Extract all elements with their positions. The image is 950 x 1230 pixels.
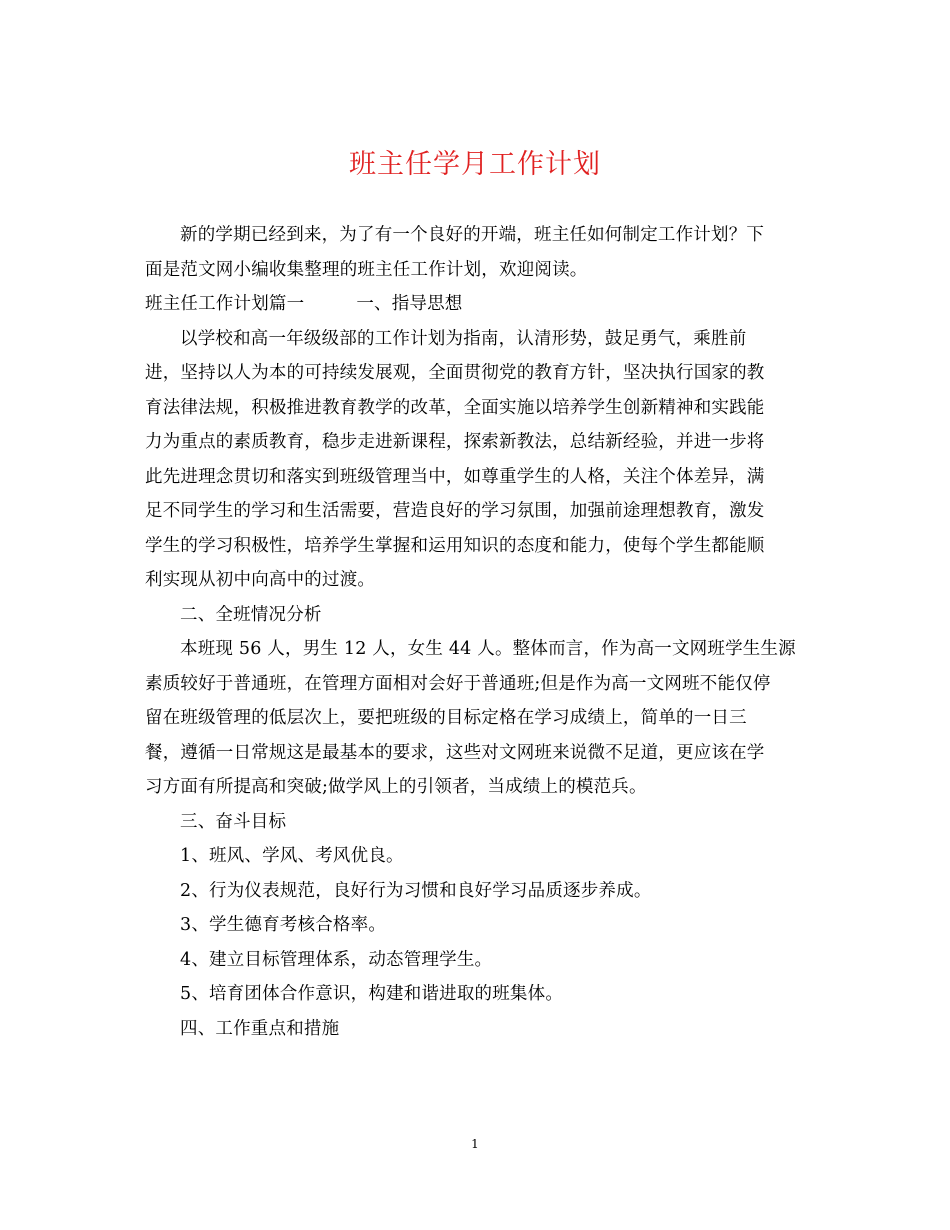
section-line: [145, 287, 815, 322]
goal-item: 2、行为仪表规范，良好行为习惯和良好学习品质逐步养成。: [180, 880, 652, 901]
text-line: 素质较好于普通班，在管理方面相对会好于普通班;但是作为高一文网班不能仅停: [145, 673, 771, 694]
document-body: [145, 218, 815, 1046]
text-line: 利实现从初中向高中的过渡。: [145, 570, 376, 590]
text-line: 此先进理念贯切和落实到班级管理当中，如尊重学生的人格，关注个体差异，满: [145, 466, 765, 487]
goal-item: 4、建立目标管理体系，动态管理学生。: [180, 949, 493, 970]
intro-paragraph: [145, 218, 815, 287]
text-line: 留在班级管理的低层次上，要把班级的目标定格在学习成绩上，简单的一日三: [145, 708, 747, 728]
class-analysis-paragraph: [145, 632, 815, 805]
section-label: 班主任工作计划篇一: [145, 294, 305, 314]
goal-item: 1、班风、学风、考风优良。: [180, 846, 404, 866]
text-line: 以学校和高一年级级部的工作计划为指南，认清形势，鼓足勇气，乘胜前: [180, 328, 747, 349]
text-line: 新的学期已经到来，为了有一个良好的开端，班主任如何制定工作计划？下: [180, 225, 765, 245]
section-heading: 一、指导思想: [356, 294, 463, 314]
text-line: 进，坚持以人为本的可持续发展观，全面贯彻党的教育方针，坚决执行国家的教: [145, 363, 765, 383]
text-line: 学生的学习积极性，培养学生掌握和运用知识的态度和能力，使每个学生都能顺: [145, 535, 765, 556]
text-line: 足不同学生的学习和生活需要，营造良好的学习氛围，加强前途理想教育，激发: [145, 501, 765, 521]
goal-item: 3、学生德育考核合格率。: [180, 915, 387, 935]
text-line: 习方面有所提高和突破;做学风上的引领者，当成绩上的模范兵。: [145, 777, 647, 797]
guiding-paragraph: [145, 322, 815, 598]
text-line: 面是范文网小编收集整理的班主任工作计划，欢迎阅读。: [145, 259, 588, 280]
text-line: 本班现 56 人，男生 12 人，女生 44 人。整体而言，作为高一文网班学生生源: [180, 639, 796, 659]
goal-item: 5、培育团体合作意识，构建和谐进取的班集体。: [180, 984, 564, 1004]
document-title: 班主任学月工作计划: [349, 149, 601, 180]
heading-measures: 四、工作重点和措施: [180, 1018, 340, 1039]
heading-goals: 三、奋斗目标: [180, 811, 287, 832]
page-number: 1: [471, 1137, 479, 1151]
text-line: 力为重点的素质教育，稳步走进新课程，探索新教法，总结新经验，并进一步将: [145, 432, 765, 452]
heading-class-analysis: 二、全班情况分析: [180, 604, 322, 625]
text-line: 育法律法规，积极推进教育教学的改革，全面实施以培养学生创新精神和实践能: [145, 397, 765, 418]
text-line: 餐，遵循一日常规这是最基本的要求，这些对文网班来说微不足道，更应该在学: [145, 742, 765, 763]
